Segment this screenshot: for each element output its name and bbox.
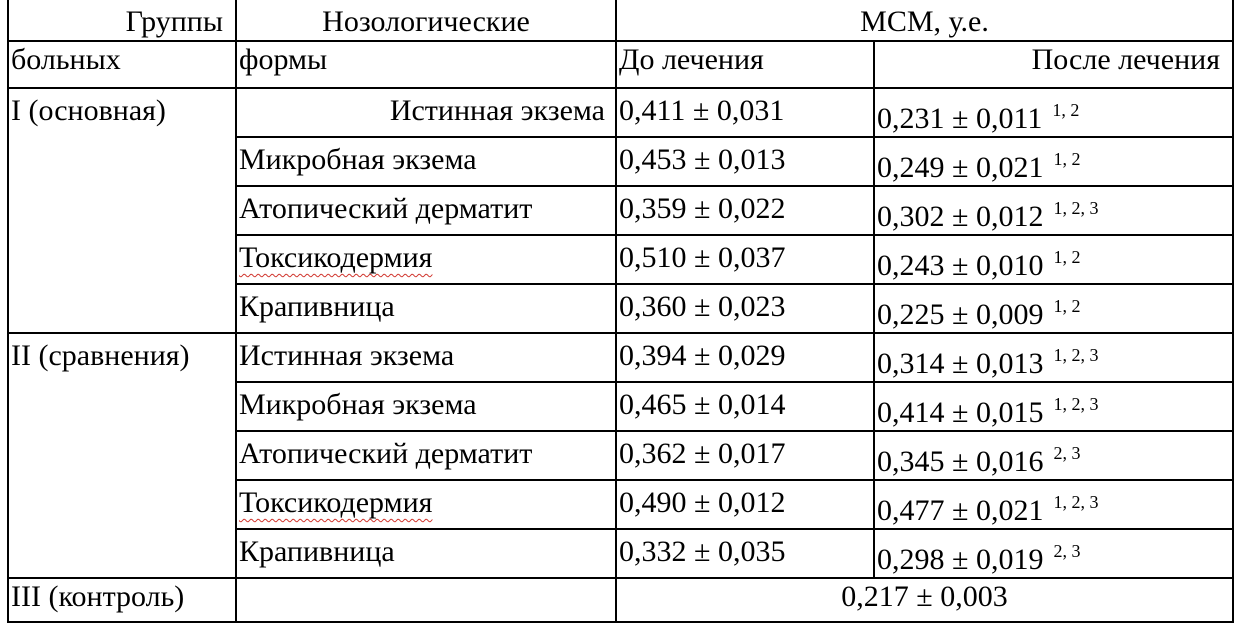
nosology-form [236, 137, 616, 186]
table-row [8, 333, 1233, 382]
nosology-form [236, 431, 616, 480]
nosology-form-label: Крапивница [239, 535, 395, 568]
value-after-number: 0,314 ± 0,013 [877, 347, 1044, 380]
nosology-form-label: Атопический дерматит [239, 437, 533, 470]
significance-marks: 2, 3 [1053, 541, 1081, 561]
value-after [874, 431, 1233, 480]
header-before: До лечения [616, 41, 874, 88]
value-after [874, 88, 1233, 137]
control-empty-cell [236, 578, 616, 622]
value-before: 0,360 ± 0,023 [616, 284, 874, 333]
value-after [874, 235, 1233, 284]
significance-marks: 1, 2, 3 [1053, 345, 1099, 365]
value-after-number: 0,225 ± 0,009 [877, 298, 1044, 331]
table-row [8, 88, 1233, 137]
nosology-form-label: Крапивница [239, 290, 395, 323]
value-before: 0,465 ± 0,014 [616, 382, 874, 431]
value-after-number: 0,298 ± 0,019 [877, 543, 1044, 576]
value-after-number: 0,249 ± 0,021 [877, 151, 1044, 184]
value-before: 0,394 ± 0,029 [616, 333, 874, 382]
nosology-form [236, 529, 616, 578]
significance-marks: 1, 2 [1053, 296, 1081, 316]
nosology-form-label: Токсикодермия [239, 241, 433, 274]
header-after: После лечения [874, 41, 1233, 88]
nosology-form-label: Микробная экзема [239, 143, 477, 176]
value-after [874, 529, 1233, 578]
value-after [874, 333, 1233, 382]
significance-marks: 1, 2, 3 [1053, 394, 1099, 414]
value-after [874, 137, 1233, 186]
nosology-form [236, 88, 616, 137]
nosology-form [236, 186, 616, 235]
nosology-form-label: Истинная экзема [389, 94, 605, 127]
significance-marks: 1, 2 [1052, 100, 1080, 120]
header-row [8, 0, 1233, 41]
significance-marks: 1, 2 [1053, 247, 1081, 267]
value-after-number: 0,231 ± 0,011 [877, 102, 1043, 135]
significance-marks: 2, 3 [1053, 443, 1081, 463]
significance-marks: 1, 2, 3 [1053, 198, 1099, 218]
value-before: 0,453 ± 0,013 [616, 137, 874, 186]
value-after [874, 284, 1233, 333]
value-after [874, 480, 1233, 529]
control-value: 0,217 ± 0,003 [616, 578, 1233, 622]
significance-marks: 1, 2, 3 [1053, 492, 1099, 512]
value-before: 0,359 ± 0,022 [616, 186, 874, 235]
value-before: 0,510 ± 0,037 [616, 235, 874, 284]
value-after-number: 0,345 ± 0,016 [877, 445, 1044, 478]
value-before: 0,332 ± 0,035 [616, 529, 874, 578]
value-after [874, 382, 1233, 431]
header-msm: МСМ, у.е. [616, 0, 1233, 41]
value-after-number: 0,477 ± 0,021 [877, 494, 1044, 527]
value-after-number: 0,414 ± 0,015 [877, 396, 1044, 429]
nosology-form-label: Атопический дерматит [239, 192, 533, 225]
value-after-number: 0,302 ± 0,012 [877, 200, 1044, 233]
value-before: 0,362 ± 0,017 [616, 431, 874, 480]
control-row [8, 578, 1233, 622]
nosology-form-label: Истинная экзема [239, 339, 455, 372]
value-after-number: 0,243 ± 0,010 [877, 249, 1044, 282]
significance-marks: 1, 2 [1053, 149, 1081, 169]
value-before: 0,411 ± 0,031 [616, 88, 874, 137]
header-groups-line1: Группы [8, 0, 236, 41]
nosology-form-label: Токсикодермия [239, 486, 433, 519]
nosology-form [236, 284, 616, 333]
results-table [7, 0, 1234, 623]
group-name: I (основная) [8, 88, 236, 333]
header-forms-line1: Нозологические [236, 0, 616, 41]
nosology-form [236, 382, 616, 431]
header-forms-line2: формы [236, 41, 616, 88]
value-before: 0,490 ± 0,012 [616, 480, 874, 529]
nosology-form [236, 235, 616, 284]
header-row [8, 41, 1233, 88]
header-groups-line2: больных [8, 41, 236, 88]
value-after [874, 186, 1233, 235]
nosology-form [236, 480, 616, 529]
control-group-name: III (контроль) [8, 578, 236, 622]
group-name: II (сравнения) [8, 333, 236, 578]
nosology-form [236, 333, 616, 382]
nosology-form-label: Микробная экзема [239, 388, 477, 421]
